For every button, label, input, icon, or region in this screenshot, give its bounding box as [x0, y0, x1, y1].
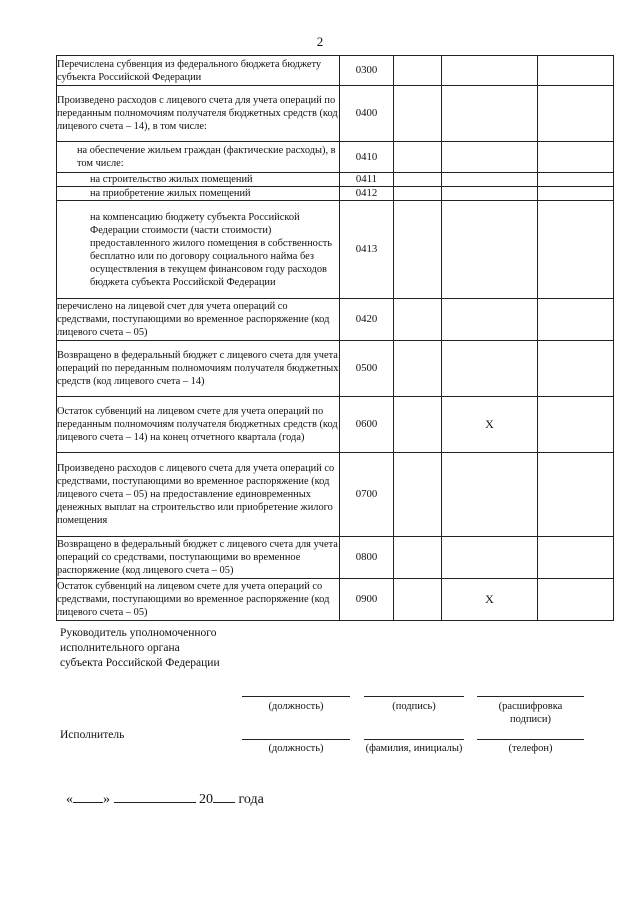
exec-phone-line	[477, 739, 584, 740]
row-code: 0400	[340, 86, 394, 142]
head-decoding-line	[477, 696, 584, 697]
row-description: на обеспечение жильем граждан (фактические расходы), в том числе:	[57, 142, 340, 173]
row-value-cell	[538, 201, 614, 299]
table-row	[57, 537, 614, 579]
date-suffix: года	[238, 792, 264, 807]
table-row	[57, 397, 614, 453]
row-value-cell	[442, 142, 538, 173]
row-value-cell	[538, 537, 614, 579]
row-value-cell	[538, 86, 614, 142]
row-value-cell	[538, 341, 614, 397]
row-code: 0700	[340, 453, 394, 537]
row-value-cell	[394, 187, 442, 201]
table-row	[57, 56, 614, 86]
row-description: Остаток субвенций на лицевом счете для учета операций со средствами, поступающими во временное распоряжение (код лицевого счета – 05)	[57, 579, 340, 621]
row-value-cell	[394, 201, 442, 299]
row-value-cell	[442, 187, 538, 201]
table-row	[57, 86, 614, 142]
row-code: 0410	[340, 142, 394, 173]
row-code: 0500	[340, 341, 394, 397]
row-code: 0413	[340, 201, 394, 299]
exec-position-line	[242, 739, 350, 740]
row-value-cell	[442, 86, 538, 142]
row-value-cell	[394, 56, 442, 86]
row-description: на приобретение жилых помещений	[57, 187, 340, 201]
date-day-blank	[73, 788, 103, 803]
row-value-cell	[442, 299, 538, 341]
exec-name-line	[364, 739, 464, 740]
exec-caption-phone: (телефон)	[508, 743, 553, 754]
table-row	[57, 201, 614, 299]
row-code: 0411	[340, 173, 394, 187]
table-row	[57, 299, 614, 341]
row-code: 0800	[340, 537, 394, 579]
row-value-cell	[538, 173, 614, 187]
date-month-blank	[114, 788, 196, 803]
row-value-cell	[538, 299, 614, 341]
row-code: 0420	[340, 299, 394, 341]
head-position-line	[242, 696, 350, 697]
row-value-cell	[538, 187, 614, 201]
head-caption-position: (должность)	[268, 701, 324, 712]
row-description: на компенсацию бюджету субъекта Российской Федерации стоимости (части стоимости) предоставленного жилого помещения в собственность бесплатно или по договору социального найма без осуществления в текущем финансовом году расходов бюджета субъекта Российской Федерации	[57, 201, 340, 299]
head-label: Руководитель уполномоченного исполнительного органа субъекта Российской Федерации	[60, 627, 220, 669]
report-table	[56, 55, 614, 621]
table-row	[57, 187, 614, 201]
row-value-cell	[394, 173, 442, 187]
exec-caption-position: (должность)	[268, 743, 324, 754]
row-description: Произведено расходов с лицевого счета для учета операций по переданным полномочиям получателя бюджетных средств (код лицевого счета – 14), в том числе:	[57, 86, 340, 142]
row-value-cell	[394, 453, 442, 537]
date-line	[66, 788, 264, 808]
row-value-cell: X	[442, 579, 538, 621]
row-value-cell	[538, 453, 614, 537]
row-value-cell	[442, 173, 538, 187]
row-value-cell	[442, 56, 538, 86]
head-caption-signature: (подпись)	[392, 701, 436, 712]
row-description: Остаток субвенций на лицевом счете для учета операций по переданным полномочиям получателя бюджетных средств (код лицевого счета – 14) на конец отчетного квартала (года)	[57, 397, 340, 453]
table-row	[57, 173, 614, 187]
row-code: 0900	[340, 579, 394, 621]
table-row	[57, 579, 614, 621]
table-row	[57, 142, 614, 173]
head-caption-decoding: (расшифровка подписи)	[498, 701, 563, 725]
date-quote-open: «	[66, 792, 73, 807]
row-value-cell	[394, 397, 442, 453]
row-value-cell	[442, 341, 538, 397]
row-description: перечислено на лицевой счет для учета операций со средствами, поступающими во временное распоряжение (код лицевого счета – 05)	[57, 299, 340, 341]
row-code: 0300	[340, 56, 394, 86]
exec-caption-name: (фамилия, инициалы)	[365, 743, 463, 754]
table-row	[57, 453, 614, 537]
row-value-cell	[394, 341, 442, 397]
row-code: 0600	[340, 397, 394, 453]
table-row	[57, 341, 614, 397]
row-value-cell	[394, 86, 442, 142]
row-value-cell	[442, 537, 538, 579]
row-value-cell	[442, 453, 538, 537]
row-description: Перечислена субвенция из федерального бюджета бюджету субъекта Российской Федерации	[57, 56, 340, 86]
date-century: 20	[199, 792, 213, 807]
row-value-cell: X	[442, 397, 538, 453]
row-value-cell	[442, 201, 538, 299]
row-value-cell	[394, 537, 442, 579]
row-description: Возвращено в федеральный бюджет с лицевого счета для учета операций со средствами, поступающими во временное распоряжение (код лицевого счета – 05)	[57, 537, 340, 579]
row-value-cell	[394, 142, 442, 173]
row-value-cell	[538, 142, 614, 173]
executor-label: Исполнитель	[60, 729, 125, 741]
row-value-cell	[394, 579, 442, 621]
head-signature-line	[364, 696, 464, 697]
row-description: Произведено расходов с лицевого счета для учета операций со средствами, поступающими во временное распоряжение (код лицевого счета – 05) на предоставление единовременных денежных выплат на строительство или приобретение жилого помещения	[57, 453, 340, 537]
row-description: Возвращено в федеральный бюджет с лицевого счета для учета операций по переданным полномочиям получателя бюджетных средств (код лицевого счета – 14)	[57, 341, 340, 397]
row-value-cell	[538, 579, 614, 621]
page-number: 2	[316, 34, 324, 49]
row-code: 0412	[340, 187, 394, 201]
row-value-cell	[538, 56, 614, 86]
row-description: на строительство жилых помещений	[57, 173, 340, 187]
row-value-cell	[538, 397, 614, 453]
date-quote-close: »	[103, 792, 110, 807]
date-year-blank	[213, 788, 235, 803]
row-value-cell	[394, 299, 442, 341]
